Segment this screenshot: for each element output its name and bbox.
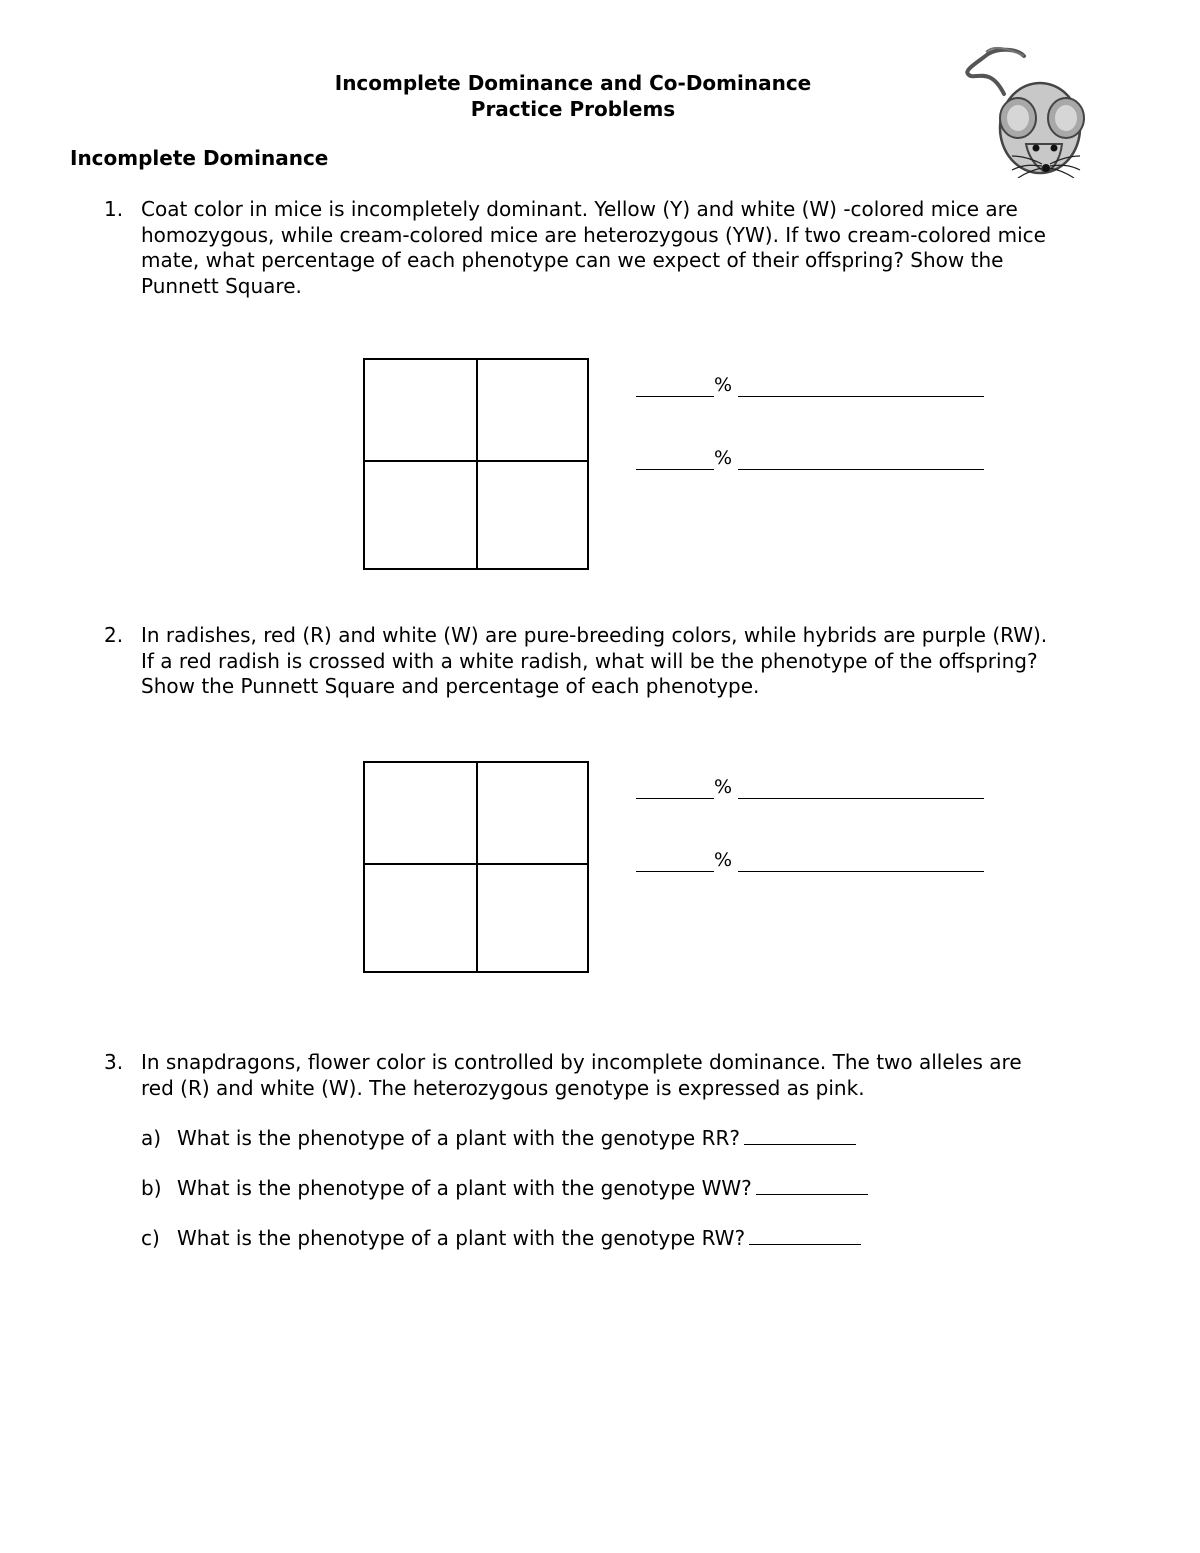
percent-symbol: % (714, 776, 733, 798)
percent-blank[interactable] (636, 469, 714, 470)
grid-divider (365, 863, 587, 865)
subquestion-a (141, 1125, 856, 1151)
question-line: homozygous, while cream-colored mice are heterozygous (YW). If two cream-colored mice (141, 222, 1046, 247)
answer-blank[interactable] (749, 1226, 861, 1245)
percent-symbol: % (714, 447, 733, 469)
phenotype-blank[interactable] (738, 396, 984, 397)
subquestion-c (141, 1225, 861, 1251)
subquestion-letter: a) (141, 1126, 162, 1150)
question-text (141, 1050, 1144, 1101)
punnett-square-2[interactable] (363, 761, 589, 973)
question-text (141, 623, 1144, 700)
subquestion-text: What is the phenotype of a plant with the genotype RR? (177, 1126, 740, 1150)
phenotype-blank[interactable] (738, 469, 984, 470)
phenotype-blank[interactable] (738, 871, 984, 872)
percent-blank[interactable] (636, 396, 714, 397)
question-text (141, 197, 1144, 299)
question-line: In snapdragons, flower color is controlled by incomplete dominance. The two alleles are (141, 1050, 1022, 1074)
question-line: red (R) and white (W). The heterozygous genotype is expressed as pink. (141, 1075, 865, 1100)
percent-blank[interactable] (636, 871, 714, 872)
grid-divider (476, 763, 478, 971)
percent-answer-2a[interactable] (636, 776, 986, 802)
percent-blank[interactable] (636, 798, 714, 799)
subquestion-b (141, 1175, 868, 1201)
question-2 (104, 623, 1144, 700)
question-line: mate, what percentage of each phenotype can we expect of their offspring? Show the (141, 248, 1004, 272)
subquestion-text: What is the phenotype of a plant with the genotype RW? (177, 1226, 746, 1250)
question-line: If a red radish is crossed with a white radish, what will be the phenotype of the offspring? (141, 648, 1038, 673)
percent-symbol: % (714, 849, 733, 871)
percent-answer-1b[interactable] (636, 447, 986, 473)
percent-answer-2b[interactable] (636, 849, 986, 875)
percent-symbol: % (714, 374, 733, 396)
punnett-square-1[interactable] (363, 358, 589, 570)
question-1 (104, 197, 1144, 299)
phenotype-blank[interactable] (738, 798, 984, 799)
subquestion-text: What is the phenotype of a plant with the genotype WW? (177, 1176, 752, 1200)
question-line: Coat color in mice is incompletely dominant. Yellow (Y) and white (W) -colored mice are (141, 197, 1018, 221)
mouse-icon (964, 44, 1096, 178)
percent-answer-1a[interactable] (636, 374, 986, 400)
question-number: 3. (104, 1050, 124, 1074)
answer-blank[interactable] (756, 1176, 868, 1195)
question-3 (104, 1050, 1144, 1101)
grid-divider (365, 460, 587, 462)
section-heading: Incomplete Dominance (70, 146, 329, 170)
question-line: In radishes, red (R) and white (W) are pure-breeding colors, while hybrids are purple (RW). (141, 623, 1048, 647)
subquestion-letter: b) (141, 1176, 162, 1200)
answer-blank[interactable] (744, 1126, 856, 1145)
grid-divider (476, 360, 478, 568)
subquestion-letter: c) (141, 1226, 160, 1250)
question-number: 2. (104, 623, 124, 647)
title-line-1: Incomplete Dominance and Co-Dominance (334, 71, 812, 95)
question-line: Show the Punnett Square and percentage of each phenotype. (141, 674, 760, 698)
question-line: Punnett Square. (141, 273, 302, 298)
question-number: 1. (104, 197, 124, 221)
title-line-2: Practice Problems (470, 97, 676, 121)
